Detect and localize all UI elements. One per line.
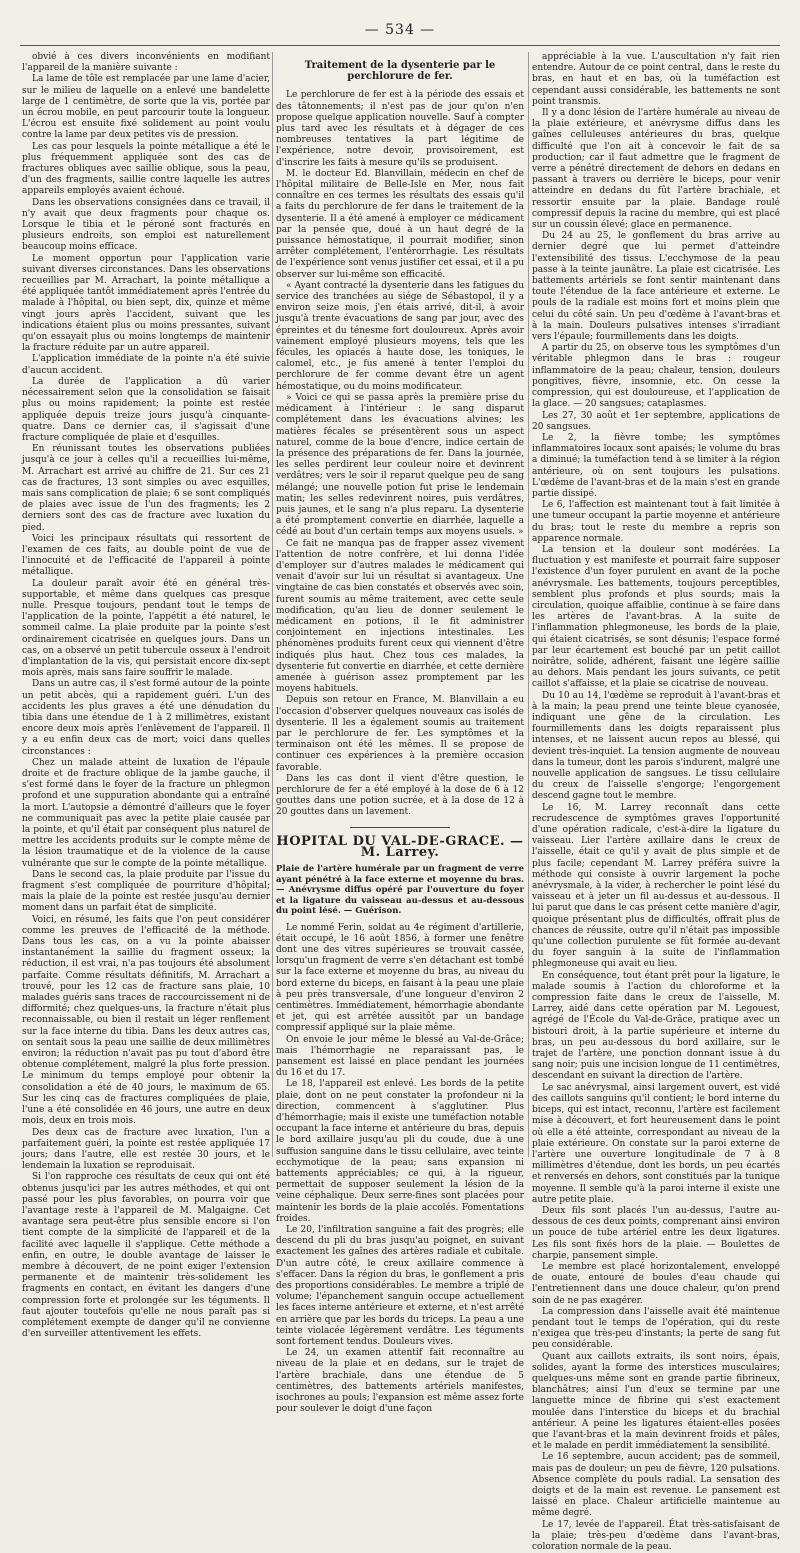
paragraph: Dans les cas dont il vient d'être question, le perchlorure de fer a été employé à la dose de 6 à 12 gouttes dans une potion sucrée, et à la dose de 12 à 20 gouttes dans un lavement. — [276, 773, 524, 818]
paragraph: En conséquence, tout étant prêt pour la ligature, le malade soumis à l'action du chloroforme et la compression faite dans le creux de l'aisselle, M. Larrey, aidé dans cette opération par M. Legouest, agrégé de l'École du Val-de-Grâce, pratique avec un bistouri droit, à la partie supérieure et interne du bras, un peu au-dessous du bord axillaire, sur le trajet de l'artère, une ponction donnant issue à du sang noir; puis une incision longue de 11 centimètres, descendant en suivant la direction de l'artère. — [532, 970, 780, 1082]
article-heading-dysentery: Traitement de la dysenterie par le perchlorure de fer. — [304, 60, 496, 83]
section-separator — [350, 827, 450, 828]
paragraph: obvié à ces divers inconvénients en modifiant l'appareil de la manière suivante : — [22, 52, 270, 74]
paragraph: La lame de tôle est remplacée par une lame d'acier, sur le milieu de laquelle on a enlevé une bandelette large de 1 centimètre, de sorte que la vis, portée par un écrou mobile, en peut parcourir toute la longueur. L'écrou est ensuite fixé solidement au point voulu contre la lame par deux petites vis de pression. — [22, 74, 270, 141]
paragraph: » Voici ce qui se passa après la première prise du médicament à l'intérieur : le sang disparut complétement dans les évacuations alvines; les matières fécales se présentèrent sous un aspect naturel, comme de la boue d'encre, indice certain de la présence des préparations de fer. Dans la journée, les selles perdirent leur couleur noire et devinrent verdâtres; vers le soir il reparut quelque peu de sang mélangé; une nouvelle potion fut prise le lendemain matin; les selles redevinrent noires, puis verdâtres, puis jaunes, et le sang n'a plus reparu. La dysenterie a été promptement convertie en diarrhée, laquelle a cédé au bout d'un certain temps aux moyens usuels. » — [276, 392, 524, 538]
paragraph: On envoie le jour même le blessé au Val-de-Grâce; mais l'hémorrhagie ne reparaissant pas, le pansement est laissé en place pendant les journées du 16 et du 17. — [276, 1034, 524, 1079]
paragraph: Ce fait ne manqua pas de frapper assez vivement l'attention de notre confrère, et lui donna l'idée d'employer sur d'autres malades le médicament qui venait d'avoir sur lui un résultat si avantageux. Une vingtaine de cas bien constatés et observés avec soin, furent soumis au même traitement, avec cette seule modification, qu'au lieu de donner seulement le médicament en potions, il le fit administrer conjointement en injections intestinales. Les phénomènes produits furent ceux qui viennent d'être indiqués plus haut. Chez tous ces malades, la dysenterie fut convertie en diarrhée, et cette dernière amenée à guérison assez promptement par les moyens habituels. — [276, 538, 524, 695]
paragraph: Deux fils sont placés l'un au-dessus, l'autre au-dessous de ces deux points, comprenant ainsi environ un pouce de tube artériel entre les deux ligatures. Les fils sont fixés hors de la plaie. — Boulettes de charpie, pansement simple. — [532, 1205, 780, 1261]
paragraph: Voici, en résumé, les faits que l'on peut considérer comme les preuves de l'efficacité de la méthode. Dans tous les cas, on a vu la pointe abaisser instantanément la saillie du fragment osseux; la réduction, il est vrai, n'a pas toujours été absolument parfaite. Comme résultats définitifs, M. Arrachart a trouvé, pour les 12 cas de fracture sans plaie, 10 malades guéris sans traces de raccourcissement ni de difformité; chez quelques-uns, la fracture n'était plus reconnaissable, ou bien il restait un léger renflement sur la face interne du tibia. Dans les deux autres cas, on sentait sous la peau une saillie de deux millimètres environ; la réduction n'avait pas pu tout d'abord être obtenue complétement, malgré la plus forte pression. Le minimum du temps employé pour obtenir la consolidation a été de 40 jours, le maximum de 65. Sur les cinq cas de fractures compliquées de plaie, l'une a été consolidée en 46 jours, une autre en deux mois, deux en trois mois. — [22, 914, 270, 1127]
column-divider — [272, 52, 273, 1157]
paragraph: Dans les observations consignées dans ce travail, il n'y avait que deux fragments pour chaque os. Lorsque le tibia et le péroné sont fracturés en plusieurs endroits, son emploi est naturellement beaucoup moins efficace. — [22, 197, 270, 253]
paragraph: « Ayant contracté la dysenterie dans les fatigues du service des tranchées au siége de Sébastopol, il y a environ seize mois, j'en étais arrivé, dit-il, à avoir jusqu'à trente évacuations de sang par jour, avec des épreintes et du ténesme fort douloureux. Après avoir vainement employé plusieurs moyens, tels que les fécules, les opiacés à haute dose, les toniques, le calomel, etc., je fus amené à tenter l'emploi du perchlorure de fer comme devant être un agent hémostatique, ou du moins modificateur. — [276, 280, 524, 392]
paragraph: Le 17, levée de l'appareil. État très-satisfaisant de la plaie; très-peu d'œdème dans l'avant-bras, coloration normale de la peau. — [532, 1519, 780, 1553]
paragraph: La tension et la douleur sont modérées. La fluctuation y est manifeste et pourrait faire supposer l'existence d'un foyer purulent en avant de la poche anévrysmale. Les battements, toujours perceptibles, semblent plus profonds et plus sourds; mais la circulation, quoique affaiblie, continue à se faire dans les artères de l'avant-bras. A la suite de l'inflammation phlegmoneuse, les bords de la plaie, qui étaient cicatrisés, se sont désunis; l'espace formé par leur écartement est bouché par un petit caillot noirâtre, solide, adhérent, faisant une légère saillie au dehors. Mais pendant les jours suivants, ce petit caillot s'affaisse, et la plaie se cicatrise de nouveau. — [532, 544, 780, 690]
column-2 — [276, 52, 524, 1415]
paragraph: Le 20, l'infiltration sanguine a fait des progrès; elle descend du pli du bras jusqu'au poignet, en suivant exactement les gaînes des artères radiale et cubitale. D'un autre côté, le creux axillaire commence à s'effacer. Dans la région du bras, le gonflement a pris des proportions considérables. Le membre a triplé de volume; l'épanchement sanguin occupe actuellement les faces interne antérieure et externe, et n'est arrêté en arrière que par les bords du triceps. La peau a une teinte violacée légèrement verdâtre. Les téguments sont fortement tendus. Douleurs vives. — [276, 1225, 524, 1348]
article-heading-hospital: HOPITAL DU VAL-DE-GRACE. — M. Larrey. — [276, 833, 524, 860]
paragraph: Le moment opportun pour l'application varie suivant diverses circonstances. Dans les observations recueillies par M. Arrachart, la pointe métallique a été appliquée tantôt immédiatement après l'entrée du malade à l'hôpital, ou bien sept, dix, quinze et même vingt jours après l'accident, suivant que les indications étaient plus ou moins pressantes, suivant qu'on essayait plus ou moins longtemps de maintenir la fracture réduite par un autre appareil. — [22, 253, 270, 354]
paragraph: Si l'on rapproche ces résultats de ceux qui ont été obtenus jusqu'ici par les autres méthodes, et qui ont passé pour les plus favorables, on pourra voir que l'avantage reste à l'appareil de M. Malgaigne. Cet avantage sera peut-être plus sensible encore si l'on tient compte de la simplicité de l'appareil et de la facilité avec laquelle il s'applique. Cette méthode a enfin, en outre, le double avantage de laisser le membre à découvert, de ne point exiger l'extension permanente et de maintenir très-solidement les fragments en contact, en évitant les dangers d'une compression forte et prolongée sur les téguments. Il faut ajouter toutefois qu'elle ne nous paraît pas si complétement exempte de danger qu'il ne convienne d'en surveiller attentivement les effets. — [22, 1172, 270, 1340]
paragraph: Depuis son retour en France, M. Blanvillain a eu l'occasion d'observer quelques nouveaux cas isolés de dysenterie. Il les a également soumis au traitement par le perchlorure de fer. Les symptômes et la terminaison ont été les mêmes. Il se propose de continuer ces expériences à la première occasion favorable. — [276, 695, 524, 773]
page-number: — 534 — — [364, 22, 436, 38]
paragraph: Les cas pour lesquels la pointe métallique a été le plus fréquemment appliquée sont des cas de fractures obliques avec saillie oblique, sous la peau, d'un des fragments, saillie contre laquelle les autres appareils employés avaient échoué. — [22, 141, 270, 197]
paragraph: Le perchlorure de fer est à la période des essais et des tâtonnements; il n'est pas de jour qu'on n'en propose quelque application nouvelle. Sauf à compter plus tard avec les résultats et à dégager de ces nombreuses tentatives la part légitime de l'expérience, notre devoir, provisoirement, est d'inscrire les faits à mesure qu'ils se produisent. — [276, 90, 524, 168]
paragraph: Le sac anévrysmal, ainsi largement ouvert, est vidé des caillots sanguins qu'il contient; le bord interne du biceps, qui est intact, reconnu, l'artère est facilement mise à découvert, et fort heureusement dans le point où elle a été atteinte, correspondant au niveau de la plaie extérieure. On constate sur la paroi externe de l'artère une ouverture longitudinale de 7 à 8 millimètres d'étendue, dont les bords, un peu écartés et renversés en dehors, sont constitués par la tunique moyenne. Il semble qu'à la paroi interne il existe une autre petite plaie. — [532, 1082, 780, 1205]
article-body-dysentery — [276, 90, 524, 818]
paragraph: Le 6, l'affection est maintenant tout à fait limitée à une tumeur occupant la partie moyenne et antérieure du bras; tout le reste du membre a repris son apparence normale. — [532, 500, 780, 544]
paragraph: M. le docteur Ed. Blanvillain, médecin en chef de l'hôpital militaire de Belle-Isle en Mer, nous fait connaître en ces termes les résultats des essais qu'il a faits du perchlorure de fer dans le traitement de la dysenterie. Il a été amené à employer ce médicament par la pensée que, doué à un haut degré de la puissance hémostatique, il pourrait modifier, sinon arrêter complétement, l'entérorrhagie. Les résultats de l'expérience sont venus justifier cet essai, et il a pu observer sur lui-même son efficacité. — [276, 168, 524, 280]
paragraph: Il y a donc lésion de l'artère humérale au niveau de la plaie extérieure, et anévrysme diffus dans les gaînes celluleuses antérieures du bras, quelque difficulté que l'on ait à concevoir le fait de sa production; car il faut admettre que le fragment de verre a pénétré directement de dehors en dedans en passant à travers ou derrière le biceps, pour venir atteindre en dedans du fût l'artère brachiale, et ressortir ensuite par la plaie. Bandage roulé compressif depuis la racine du membre, qui est placé sur un coussin élevé; glace en permanence. — [532, 108, 780, 231]
paragraph: Voici les principaux résultats qui ressortent de l'examen de ces faits, au double point de vue de l'innocuité et de l'efficacité de l'appareil à pointe métallique. — [22, 533, 270, 578]
header-rule — [20, 45, 780, 46]
paragraph: L'application immédiate de la pointe n'a été suivie d'aucun accident. — [22, 354, 270, 376]
paragraph: Du 10 au 14, l'œdème se reproduit à l'avant-bras et à la main; la peau prend une teinte bleue cyanosée, indiquant une gêne de la circulation. Les fourmillements dans les doigts reparaissent plus intenses, et ne laissent aucun repos au blessé, qui devient très-inquiet. La tension augmente de nouveau dans la tumeur, dont les parois s'indurent, malgré une nouvelle application de sangsues. Le tissu cellulaire du creux de l'aisselle s'engorge; l'engorgement descend gagne tout le membre. — [532, 690, 780, 802]
paragraph: A partir du 25, on observe tous les symptômes d'un véritable phlegmon dans le bras : rougeur inflammatoire de la peau; chaleur, tension, douleurs pongitives, fièvre, insomnie, etc. On cesse la compression, qui est douloureuse, et l'application de la glace. — 20 sangsues; cataplasmes. — [532, 343, 780, 410]
column-divider — [528, 52, 529, 1157]
paragraph: La durée de l'application a dû varier nécessairement selon que la consolidation se faisait plus ou moins rapidement; la pointe est restée appliquée depuis treize jours jusqu'à cinquante-quatre. Dans ce dernier cas, il s'agissait d'une fracture compliquée de plaie et d'esquilles. — [22, 376, 270, 443]
paragraph: Le nommé Ferin, soldat au 4e régiment d'artillerie, était occupé, le 16 août 1856, à former une fenêtre dont une des vitres supérieures se trouvait cassée, lorsqu'un fragment de verre s'en détachant est tombé sur la face externe et moyenne du bras, au niveau du bord externe du biceps, en faisant à la peau une plaie à peu près transversale, d'une longueur d'environ 2 centimètres. Immédiatement, hémorrhagie abondante et jet, qui est arrêtée aussitôt par un bandage compressif appliqué sur la plaie même. — [276, 922, 524, 1034]
paragraph: La compression dans l'aisselle avait été maintenue pendant tout le temps de l'opération, qui du reste n'exigea que très-peu d'instants; la perte de sang fut peu considérable. — [532, 1306, 780, 1351]
article-body-hospital — [276, 923, 524, 1416]
column-3 — [532, 52, 780, 1553]
paragraph: Dans un autre cas, il s'est formé autour de la pointe un petit abcès, qui a rapidement guéri. L'un des accidents les plus graves a été une dénudation du tibia dans une étendue de 1 à 2 millimètres, existant encore deux mois après l'enlèvement de l'appareil. Il y a eu enfin deux cas de mort; voici dans quelles circonstances : — [22, 679, 270, 757]
paragraph: La douleur paraît avoir été en général très-supportable, et même dans quelques cas presque nulle. Presque toujours, pendant tout le temps de l'application de la pointe, l'appétit a été naturel, le sommeil calme. La plaie produite par la pointe s'est ordinairement cicatrisée en quelques jours. Dans un cas, on a observé un petit tubercule osseux à l'endroit d'implantation de la vis, qui persistait encore dix-sept mois après, mais sans faire souffrir le malade. — [22, 578, 270, 679]
paragraph: Le 16 septembre, aucun accident; pas de sommeil, mais pas de douleur; un peu de fièvre, 120 pulsations. Absence complète du pouls radial. La sensation des doigts et de la main est revenue. Le pansement est laissé en place. Chaleur artificielle maintenue au même degré. — [532, 1452, 780, 1519]
paragraph: En réunissant toutes les observations publiées jusqu'à ce jour à celles qu'il a recueillies lui-même, M. Arrachart est arrivé au chiffre de 21. Sur ces 21 cas de fractures, 13 sont simples ou avec esquilles, mais sans complication de plaie; 6 se sont compliqués de plaies avec issue de l'un des fragments; les 2 derniers sont des cas de fracture avec luxation du pied. — [22, 444, 270, 533]
paragraph: Des deux cas de fracture avec luxation, l'un a parfaitement guéri, la pointe est restée appliquée 17 jours; dans l'autre, elle est restée 30 jours, et le lendemain la luxation se reproduisait. — [22, 1127, 270, 1172]
paragraph: Les 27, 30 août et 1er septembre, applications de 20 sangsues. — [532, 410, 780, 432]
paragraph: Quant aux caillots extraits, ils sont noirs, épais, solides, ayant la forme des interstices musculaires; quelques-uns même sont en grande partie fibrineux, blanchâtres; ainsi l'un d'eux se termine par une languette mince de fibrine qui s'est exactement moulée dans l'interstice du biceps et du brachial antérieur. A peine les ligatures étaient-elles posées que l'avant-bras et la main devinrent froids et pâles, et le malade en perdit immédiatement la sensibilité. — [532, 1351, 780, 1452]
paragraph: Dans le second cas, la plaie produite par l'issue du fragment s'est compliquée de pourriture d'hôpital; mais la plaie de la pointe est restée jusqu'au dernier moment dans un parfait état de simplicité. — [22, 869, 270, 914]
paragraph: appréciable à la vue. L'auscultation n'y fait rien entendre. Autour de ce point central, dans le reste du bras, en haut et en bas, où la tuméfaction est cependant aussi considérable, les battements ne sont point transmis. — [532, 52, 780, 107]
paragraph: Le 24, un examen attentif fait reconnaître au niveau de la plaie et en dedans, sur le trajet de l'artère brachiale, dans une étendue de 5 centimètres, des battements artériels manifestes, isochrones au pouls; l'expansion est même assez forte pour soulever le doigt d'une façon — [276, 1348, 524, 1415]
paragraph: Du 24 au 25, le gonflement du bras arrive au dernier degré que lui permet d'atteindre l'extensibilité des tissus. L'ecchymose de la peau passe à la teinte jaunâtre. La plaie est cicatrisée. Les battements artériels se font sentir maintenant dans toute l'étendue de la face antérieure et externe. Le pouls de la radiale est moins fort et moins plein que celui du côté sain. Un peu d'œdème à l'avant-bras et à la main. Douleurs pulsatives intenses s'irradiant vers l'épaule; fourmillements dans les doigts. — [532, 231, 780, 343]
paragraph: Le 2, la fièvre tombe; les symptômes inflammatoires locaux sont apaisés; le volume du bras a diminué; la tuméfaction tend à se limiter à la région antérieure, où on sent toujours les pulsations. L'œdème de l'avant-bras et de la main s'est en grande partie dissipé. — [532, 432, 780, 499]
paragraph: Le 18, l'appareil est enlevé. Les bords de la petite plaie, dont on ne peut constater la profondeur ni la direction, commencent à s'agglutiner. Plus d'hémorrhagie; mais il existe une tuméfaction notable occupant la face interne et antérieure du bras, depuis le bord axillaire jusqu'au pli du coude, due à une suffusion sanguine dans le tissu cellulaire, avec teinte ecchymotique de la peau; sans expansion ni battements appréciables; ce qui, à la rigueur, permettait de supposer seulement la lésion de la veine céphalique. Deux serre-fines sont placées pour maintenir les bords de la plaie accolés. Fomentations froides. — [276, 1079, 524, 1224]
paragraph: Chez un malade atteint de luxation de l'épaule droite et de fracture oblique de la jambe gauche, il s'est formé dans le foyer de la fracture un phlegmon profond et une suppuration abondante qui a entraîné la mort. L'autopsie a démontré d'ailleurs que le foyer ne communiquait pas avec la petite plaie causée par la pointe, et qu'il était par conséquent plus naturel de mettre les accidents produits sur le compte même de la lésion traumatique et de la violence de la cause vulnérante que sur le compte de la pointe métallique. — [22, 757, 270, 869]
column-1 — [22, 52, 270, 1340]
article-subtitle: Plaie de l'artère humérale par un fragment de verre ayant pénétré à la face externe et moyenne du bras. — Anévrysme diffus opéré par l'ouverture du foyer et la ligature du vaisseau au-dessus et au-dessous du point lésé. — Guérison. — [276, 864, 524, 917]
paragraph: Le 16, M. Larrey reconnaît dans cette recrudescence de symptômes graves l'opportunité d'une opération radicale, c'est-à-dire la ligature du vaisseau. Lier l'artère axillaire dans le creux de l'aisselle, était ce qu'il y avait de plus simple et de plus facile; cependant M. Larrey préféra suivre la méthode qui consiste à ouvrir largement la poche anévrysmale, à la vider, à rechercher le point lésé du vaisseau et à jeter un fil au-dessus et au-dessous. Il lui parut que dans le cas présent cette manière d'agir, quoique présentant plus de difficultés, offrait plus de chances de réussite, outre qu'il n'était pas impossible qu'une collection purulente se fût formée au-devant du foyer sanguin à la suite de l'inflammation phlegmoneuse qui avait eu lieu. — [532, 802, 780, 970]
paragraph: Le membre est placé horizontalement, enveloppé de ouate, entouré de boules d'eau chaude qui l'entretiennent dans une douce chaleur, qu'on prend soin de ne pas exagérer. — [532, 1261, 780, 1306]
